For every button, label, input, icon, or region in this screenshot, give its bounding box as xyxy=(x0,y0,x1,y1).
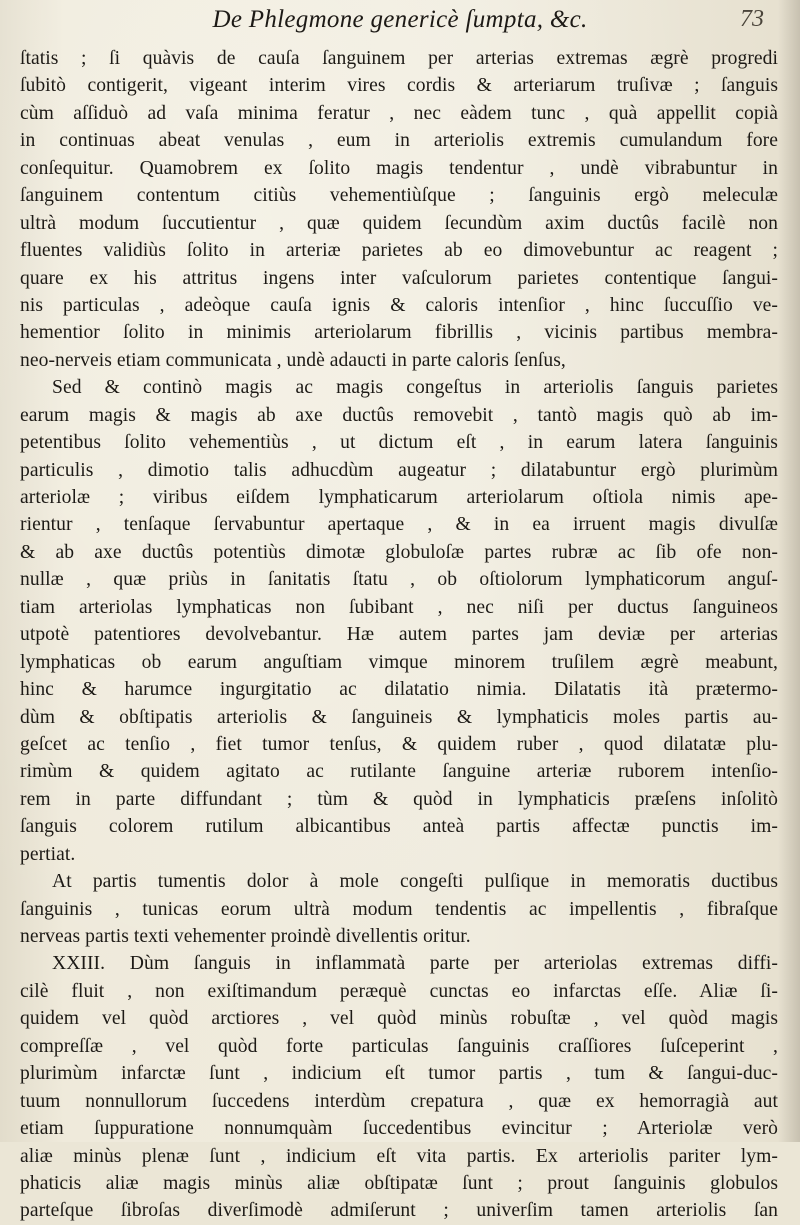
running-title: De Phlegmone genericè ſumpta, &c. xyxy=(212,6,588,33)
text-line: conſequitur. Quamobrem ex ſolito magis tendentur , undè vibrabuntur in xyxy=(20,157,778,179)
text-line: cùm aſſiduò ad vaſa minima feratur , nec eàdem tunc , quà appellit copià xyxy=(20,102,778,124)
text-line: ſanguinis , tunicas eorum ultrà modum tendentis ac impellentis , fibraſque xyxy=(20,898,778,920)
text-line: hementior ſolito in minimis arteriolarum fibrillis , vicinis partibus membra- xyxy=(20,322,778,344)
text-line: fluentes validiùs ſolito in arteriæ parietes ab eo dimovebuntur ac reagent ; xyxy=(20,240,778,262)
text-line: ultrà modum ſuccutientur , quæ quidem ſecundùm axim ductûs facilè non xyxy=(20,212,778,234)
body-text xyxy=(20,45,778,1225)
text-line: geſcet ac tenſio , fiet tumor tenſus, & quidem ruber , quod dilatatæ plu- xyxy=(20,733,778,755)
text-line: & ab axe ductûs potentiùs dimotæ globuloſæ partes rubræ ac ſib ofe non- xyxy=(20,541,778,563)
text-line: dùm & obſtipatis arteriolis & ſanguineis & lymphaticis moles partis au- xyxy=(20,706,778,728)
text-line: rem in parte diffundant ; tùm & quòd in lymphaticis præſens inſolitò xyxy=(20,788,778,810)
text-line: ſanguis colorem rutilum albicantibus anteà partis affectæ punctis im- xyxy=(20,816,778,838)
text-line: nerveas partis texti vehementer proindè divellentis oritur. xyxy=(20,926,471,947)
text-line: rientur , tenſaque ſervabuntur apertaque , & in ea irruent magis divulſæ xyxy=(20,514,778,536)
text-line: hinc & harumce ingurgitatio ac dilatatio nimia. Dilatatis ità prætermo- xyxy=(20,679,778,701)
section-xxiii-start-line: XXIII. Dùm ſanguis in inflammatà parte per arteriolas extremas diffi- xyxy=(52,953,778,975)
text-line: parteſque ſibroſas diverſimodè admiſerunt ; univerſim tamen arteriolis ſan xyxy=(20,1200,778,1222)
text-line: arteriolæ ; viribus eiſdem lymphaticarum arteriolarum oſtiola nimis ape- xyxy=(20,487,778,508)
text-line: neo-nerveis etiam communicata , undè adaucti in parte caloris ſenſus, xyxy=(20,349,566,371)
text-line: nullæ , quæ priùs in ſanitatis ſtatu , ob oſtiolorum lymphaticorum anguſ- xyxy=(20,569,778,591)
text-line: petentibus ſolito vehementiùs , ut dictum eſt , in earum latera ſanguinis xyxy=(20,432,778,454)
text-line: ſanguinem contentum citiùs vehementiùſque ; ſanguinis ergò meleculæ xyxy=(20,185,778,207)
text-line: tuum nonnullorum ſuccedens interdùm crepatura , quæ ex hemorragià aut xyxy=(20,1090,778,1112)
page-gutter-shadow xyxy=(778,0,800,1142)
text-line: compreſſæ , vel quòd forte particulas ſanguinis craſſiores ſuſceperint , xyxy=(20,1035,778,1057)
page-header xyxy=(0,0,800,44)
text-line: nis particulas , adeòque cauſa ignis & caloris intenſior , hinc ſuccuſſio ve- xyxy=(20,294,778,316)
text-line: quare ex his attritus ingens inter vaſculorum parietes contentique ſangui- xyxy=(20,267,778,289)
text-line: cilè fluit , non exiſtimandum peræquè cunctas eo infarctas eſſe. Aliæ ſi- xyxy=(20,980,778,1002)
text-line: lymphaticas ob earum anguſtiam vimque minorem truſilem ægrè meabunt, xyxy=(20,651,778,673)
paragraph-start-line: Sed & continò magis ac magis congeſtus in arteriolis ſanguis parietes xyxy=(52,377,778,399)
text-line: ſubitò contigerit, vigeant interim vires cordis & arteriarum truſivæ ; ſanguis xyxy=(20,75,778,97)
text-line: in continuas abeat venulas , eum in arteriolis extremis cumulandum fore xyxy=(20,130,778,152)
text-line: tiam arteriolas lymphaticas non ſubibant , nec niſi per ductus ſanguineos xyxy=(20,596,778,618)
text-line: pertiat. xyxy=(20,843,76,865)
text-line: plurimùm infarctæ ſunt , indicium eſt tumor partis , tum & ſangui-duc- xyxy=(20,1063,778,1085)
text-line: phaticis aliæ magis minùs aliæ obſtipatæ ſunt ; prout ſanguinis globulos xyxy=(20,1172,778,1194)
text-line: aliæ minùs plenæ ſunt , indicium eſt vita partis. Ex arteriolis pariter lym- xyxy=(20,1145,778,1167)
text-line: earum magis & magis ab axe ductûs removebit , tantò magis quò ab im- xyxy=(20,404,778,426)
page-number: 73 xyxy=(740,6,764,32)
text-line: etiam ſuppuratione nonnumquàm ſuccedentibus evincitur ; Arteriolæ verò xyxy=(20,1118,778,1140)
text-line: utpotè patentiores devolvebantur. Hæ autem partes jam deviæ per arterias xyxy=(20,624,778,646)
text-line: particulis , dimotio talis adhucdùm augeatur ; dilatabuntur ergò plurimùm xyxy=(20,459,778,481)
text-line: ſtatis ; ſi quàvis de cauſa ſanguinem per arterias extremas ægrè progredi xyxy=(20,48,778,69)
paragraph-start-line: At partis tumentis dolor à mole congeſti pulſique in memoratis ductibus xyxy=(52,871,778,893)
text-line: quidem vel quòd arctiores , vel quòd minùs robuſtæ , vel quòd magis xyxy=(20,1008,778,1030)
text-line: rimùm & quidem agitato ac rutilante ſanguine arteriæ ruborem intenſio- xyxy=(20,761,778,783)
